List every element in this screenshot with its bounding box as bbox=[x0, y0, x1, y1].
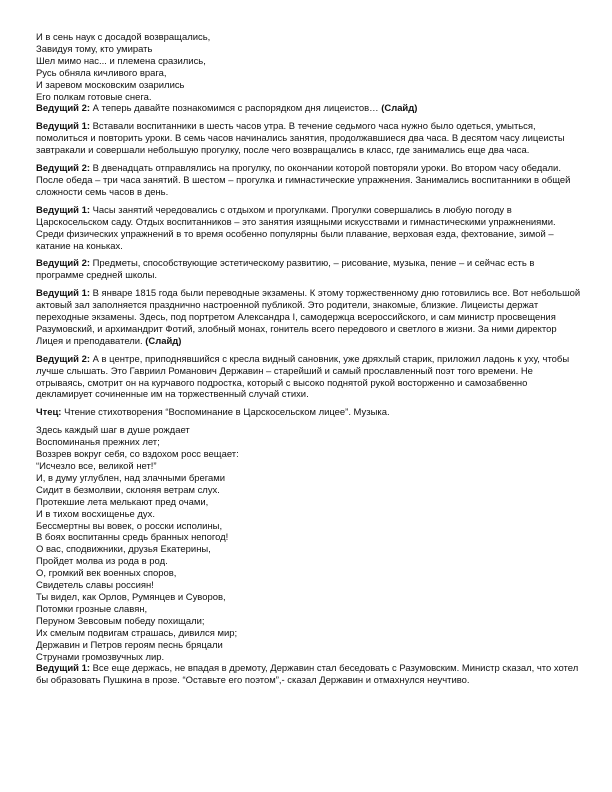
paragraph-host1-leisure bbox=[36, 205, 582, 253]
paragraph-host2-derzhavin bbox=[36, 354, 582, 402]
paragraph-text: А в центре, приподнявшийся с кресла видный сановник, уже дряхлый старик, приложил ладонь к уху, чтобы лучше слышать. Это Гавриил Романович Державин – старейший и самый прославленный поэт того времени. Не отрываясь, смотрит он на курчавого подростка, который с высоко поднятой рукой восторженно и самозабвенно декламирует сочиненные им на торжественный случай стихи. bbox=[36, 353, 570, 401]
paragraph-text: Чтение стихотворения “Воспоминание в Царскосельском лицее”. Музыка. bbox=[61, 407, 390, 419]
poem-line: Здесь каждый шаг в душе рождает bbox=[36, 425, 190, 437]
poem-line: Шел мимо нас... и племена сразились, bbox=[36, 55, 206, 67]
speaker-label: Ведущий 2: bbox=[36, 258, 90, 270]
poem-line: Их смелым подвигам страшась, дивился мир; bbox=[36, 627, 238, 639]
poem-line: И заревом московским озарились bbox=[36, 79, 185, 91]
poem-stanza-2 bbox=[36, 425, 582, 663]
paragraph-text: Все еще держась, не впадая в дремоту, Державин стал беседовать с Разумовским. Министр сказал, что хотел бы образовать Пушкина в прозе. “Оставьте его поэтом”,- сказал Державин и отмахнулся неучтиво. bbox=[36, 663, 579, 687]
speaker-label: Ведущий 2: bbox=[36, 103, 90, 115]
poem-line: Воззрев вокруг себя, со вздохом росс вещает: bbox=[36, 449, 239, 461]
document-page bbox=[36, 32, 582, 687]
paragraph-text: А теперь давайте познакомимся с распорядком дня лицеистов… bbox=[90, 103, 382, 115]
paragraph-reader bbox=[36, 407, 582, 419]
poem-line: Завидуя тому, кто умирать bbox=[36, 43, 153, 55]
speaker-label: Ведущий 1: bbox=[36, 121, 90, 133]
poem-line: Его полкам готовые снега. bbox=[36, 91, 152, 103]
poem-line: Перуном Зевсовым победу похищали; bbox=[36, 615, 205, 627]
paragraph-host2-afternoon bbox=[36, 163, 582, 199]
paragraph-text: Часы занятий чередовались с отдыхом и прогулками. Прогулки совершались в любую погоду в Царскосельском саду. Отдых воспитанников – это занятия изящными искусствами и гимнастическими упражнениями. Среди физических упражнений в то время особенно популярны были плавание, верховая езда, фехтование, зимой – катание на коньках. bbox=[36, 204, 556, 252]
poem-line: Бессмертны вы вовек, о росски исполины, bbox=[36, 520, 223, 532]
poem-line: Струнами громозвучных лир. bbox=[36, 651, 165, 663]
poem-line: “Исчезло все, великой нет!” bbox=[36, 461, 157, 472]
speaker-label: Ведущий 1: bbox=[36, 204, 90, 216]
poem-line: Протекшие лета мелькают пред очами, bbox=[36, 496, 209, 508]
paragraph-text: В январе 1815 года были переводные экзамены. К этому торжественному дню готовились все. Вот небольшой актовый зал заполняется празднично настроенной публикой. Это родители, знакомые, близкие. Лицеисты держат переходные экзамены. Здесь, под портретом Александра I, самодержца всероссийского, и сам министр просвещения Разумовский, и архимандрит Фотий, злобный монах, гонитель всего передового и светлого в жизни. За ними директор Лицея и преподаватели. bbox=[36, 288, 581, 347]
poem-line: Воспоминанья прежних лет; bbox=[36, 437, 160, 449]
poem-line: Пройдет молва из рода в род. bbox=[36, 556, 168, 568]
speaker-label: Ведущий 1: bbox=[36, 288, 90, 300]
poem-line: Потомки грозные славян, bbox=[36, 603, 148, 615]
poem-line: И, в думу углублен, над злачными брегами bbox=[36, 472, 225, 484]
poem-line: О вас, сподвижники, друзья Екатерины, bbox=[36, 544, 211, 556]
speaker-label: Ведущий 2: bbox=[36, 163, 90, 175]
paragraph-text: Вставали воспитанники в шесть часов утра. В течение седьмого часа нужно было одеться, умыться, помолиться и повторить уроки. В семь часов начинались занятия, продолжавшиеся два часа. В десятом часу лицеисты завтракали и совершали небольшую прогулку, после чего возвращались в класс, где занимались еще два часа. bbox=[36, 121, 565, 157]
paragraph-host1-morning bbox=[36, 121, 582, 157]
paragraph-host1-prose bbox=[36, 663, 582, 687]
slide-tag: (Слайд) bbox=[381, 103, 418, 115]
speaker-label: Ведущий 1: bbox=[36, 663, 90, 675]
speaker-label: Чтец: bbox=[36, 407, 62, 419]
paragraph-host2-schedule bbox=[36, 103, 582, 115]
paragraph-text: В двенадцать отправлялись на прогулку, по окончании которой повторяли уроки. Во втором часу обедали. После обеда – три часа занятий. В шестом – прогулка и гимнастические упражнения. Занимались воспитанники в общей сложности семь часов в день. bbox=[36, 163, 571, 198]
paragraph-text: Предметы, способствующие эстетическому развитию, – рисование, музыка, пение – и сейчас есть в программе средней школы. bbox=[36, 258, 535, 282]
poem-line: Ты видел, как Орлов, Румянцев и Суворов, bbox=[36, 591, 226, 603]
poem-line: Сидит в безмолвии, склоняя ветрам слух. bbox=[36, 484, 220, 496]
paragraph-host1-exams bbox=[36, 288, 582, 348]
poem-line: И в сень наук с досадой возвращались, bbox=[36, 32, 211, 43]
poem-line: О, громкий век военных споров, bbox=[36, 568, 177, 580]
poem-line: Державин и Петров героям песнь бряцали bbox=[36, 639, 223, 651]
poem-stanza-1 bbox=[36, 32, 582, 103]
poem-line: И в тихом восхищенье дух. bbox=[36, 508, 155, 520]
poem-line: Свидетель славы россиян! bbox=[36, 580, 154, 592]
poem-line: В боях воспитанны средь бранных непогод! bbox=[36, 532, 229, 544]
paragraph-host2-subjects bbox=[36, 258, 582, 282]
slide-tag: (Слайд) bbox=[145, 335, 182, 347]
speaker-label: Ведущий 2: bbox=[36, 353, 90, 365]
poem-line: Русь обняла кичливого врага, bbox=[36, 67, 167, 79]
